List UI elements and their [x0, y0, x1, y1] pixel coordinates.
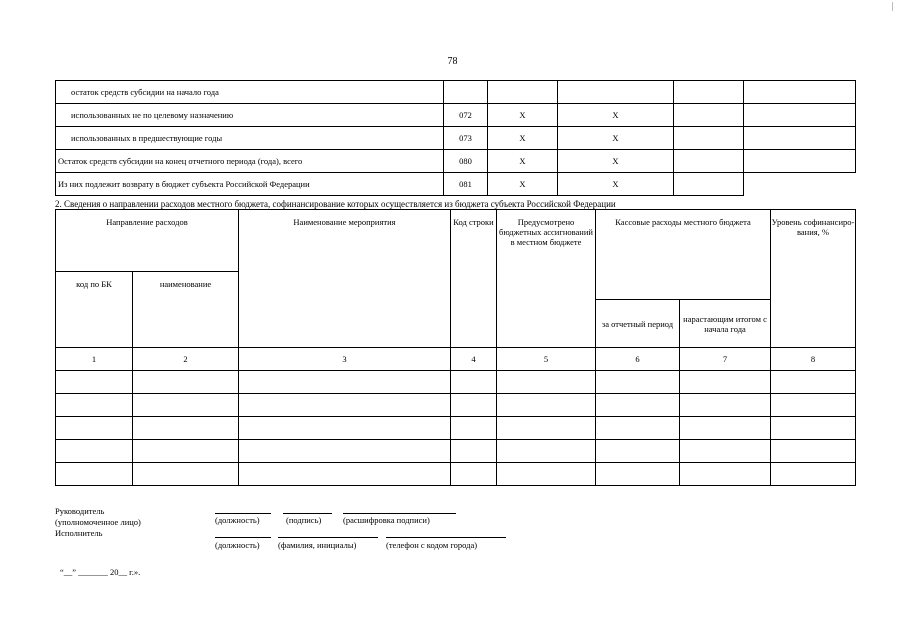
table-cell: [56, 440, 133, 463]
table-cell: [771, 440, 856, 463]
table-cell: [133, 463, 239, 486]
table-cell: [497, 463, 596, 486]
table-cell: [133, 371, 239, 394]
header-period: за отчетный период: [596, 300, 680, 348]
row-col-3: [488, 81, 558, 104]
table-cell: [451, 440, 497, 463]
row-col-5: [674, 150, 744, 173]
table-cell: [451, 417, 497, 440]
table-cell: [596, 463, 680, 486]
row-col-3: X: [488, 150, 558, 173]
table-row: [56, 394, 856, 417]
table-cell: [596, 394, 680, 417]
table-cell: [451, 371, 497, 394]
position-caption-2: (должность): [215, 540, 260, 550]
row-label: Из них подлежит возврату в бюджет субъекта Российской Федерации: [56, 173, 444, 196]
table-cell: [133, 440, 239, 463]
header-cash: Кассовые расходы местного бюджета: [596, 210, 771, 300]
table-cell: [133, 394, 239, 417]
row-col-3: X: [488, 104, 558, 127]
row-code: [444, 81, 488, 104]
table-cell: [680, 394, 771, 417]
row-col-5: [674, 104, 744, 127]
table-row: [56, 417, 856, 440]
position-line-1: [215, 513, 271, 514]
column-number: 7: [680, 348, 771, 371]
row-col-4: X: [558, 127, 674, 150]
table-cell: [239, 463, 451, 486]
table-cell: [133, 417, 239, 440]
row-label: остаток средств субсидии на начало года: [56, 81, 444, 104]
row-col-4: [558, 81, 674, 104]
signature-caption: (подпись): [286, 515, 322, 525]
balance-row: [56, 173, 856, 196]
edge-mark: [892, 2, 893, 11]
decoding-line: [343, 513, 456, 514]
table-cell: [497, 417, 596, 440]
header-planned: Предусмотрено бюджетных ассигнований в местном бюджете: [497, 210, 596, 348]
fullname-caption: (фамилия, инициалы): [278, 540, 357, 550]
column-number-row: [56, 348, 856, 371]
row-col-4: X: [558, 173, 674, 196]
row-col-4: X: [558, 150, 674, 173]
page-number: 78: [447, 56, 458, 67]
table-cell: [680, 417, 771, 440]
header-level: Уровень софинансиро-вания, %: [771, 210, 856, 348]
table-row: [56, 440, 856, 463]
authorized-label: (уполномоченное лицо): [55, 517, 141, 527]
table-cell: [56, 371, 133, 394]
section-2-title: 2. Сведения о направлении расходов местного бюджета, софинансирование которых осуществляется из бюджета субъекта Российской Федерации: [55, 199, 616, 209]
phone-caption: (телефон с кодом города): [386, 540, 478, 550]
column-number: 5: [497, 348, 596, 371]
position-caption-1: (должность): [215, 515, 260, 525]
table-cell: [497, 371, 596, 394]
balance-row: [56, 150, 856, 173]
table-cell: [239, 440, 451, 463]
table-cell: [451, 394, 497, 417]
row-code: 072: [444, 104, 488, 127]
row-label: использованных в предшествующие годы: [56, 127, 444, 150]
signature-line: [283, 513, 332, 514]
phone-line: [386, 537, 506, 538]
row-col-6: [744, 127, 856, 150]
column-number: 6: [596, 348, 680, 371]
fullname-line: [278, 537, 378, 538]
subsidy-balance-table: [55, 80, 856, 196]
row-col-6: [744, 173, 856, 196]
column-number: 4: [451, 348, 497, 371]
row-col-3: X: [488, 173, 558, 196]
row-col-6: [744, 150, 856, 173]
row-code: 073: [444, 127, 488, 150]
row-code: 080: [444, 150, 488, 173]
column-number: 3: [239, 348, 451, 371]
table-cell: [771, 394, 856, 417]
table-cell: [497, 440, 596, 463]
row-label: использованных не по целевому назначению: [56, 104, 444, 127]
table-cell: [56, 463, 133, 486]
row-col-5: [674, 127, 744, 150]
table-cell: [680, 371, 771, 394]
table-cell: [56, 394, 133, 417]
row-col-6: [744, 104, 856, 127]
table-cell: [771, 417, 856, 440]
row-code: 081: [444, 173, 488, 196]
executor-label: Исполнитель: [55, 528, 103, 538]
table-cell: [771, 463, 856, 486]
column-number: 8: [771, 348, 856, 371]
table-cell: [596, 417, 680, 440]
table-cell: [596, 440, 680, 463]
row-label: Остаток средств субсидии на конец отчетного периода (года), всего: [56, 150, 444, 173]
position-line-2: [215, 537, 271, 538]
row-col-4: X: [558, 104, 674, 127]
balance-row: [56, 81, 856, 104]
header-cumulative: нарастающим итогом с начала года: [680, 300, 771, 348]
table-cell: [596, 371, 680, 394]
table-cell: [239, 371, 451, 394]
column-number: 2: [133, 348, 239, 371]
table-cell: [497, 394, 596, 417]
table-cell: [56, 417, 133, 440]
header-event-name: Наименование мероприятия: [239, 210, 451, 348]
table-cell: [451, 463, 497, 486]
row-col-3: X: [488, 127, 558, 150]
table-row: [56, 463, 856, 486]
balance-row: [56, 104, 856, 127]
table-cell: [239, 417, 451, 440]
expenses-table: [55, 209, 856, 486]
column-number: 1: [56, 348, 133, 371]
header-direction: Направление расходов: [56, 210, 239, 272]
table-cell: [680, 463, 771, 486]
table-cell: [680, 440, 771, 463]
header-line-code: Код строки: [451, 210, 497, 348]
row-col-5: [674, 81, 744, 104]
date-line: “__” _______ 20__ г.».: [60, 567, 141, 577]
header-kbk-code: код по БК: [56, 272, 133, 348]
table-cell: [771, 371, 856, 394]
table-cell: [239, 394, 451, 417]
header-name: наименование: [133, 272, 239, 348]
table-row: [56, 371, 856, 394]
row-col-5: [674, 173, 744, 196]
head-label: Руководитель: [55, 506, 105, 516]
balance-row: [56, 127, 856, 150]
decoding-caption: (расшифровка подписи): [343, 515, 430, 525]
row-col-6: [744, 81, 856, 104]
